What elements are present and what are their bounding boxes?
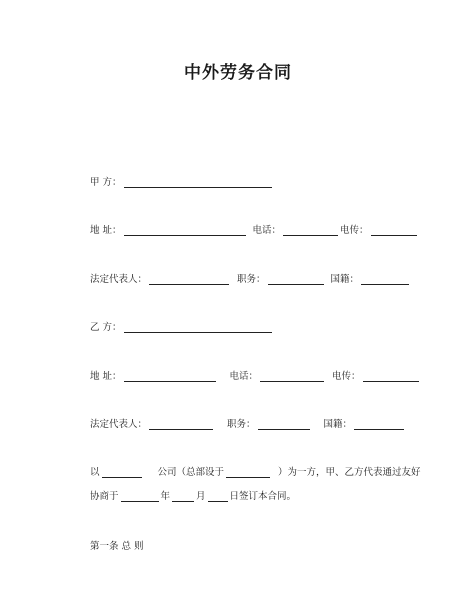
party-b-label: 乙 方： — [90, 322, 122, 333]
nationality-label: 国籍： — [323, 419, 353, 430]
party-a-rep-line — [90, 267, 411, 285]
position-label: 职务： — [227, 419, 256, 430]
rep-label: 法定代表人： — [90, 274, 148, 285]
day-blank — [208, 489, 228, 502]
month-blank — [172, 489, 194, 502]
article-heading: 第一条 总 则 — [90, 541, 144, 552]
party-a-line — [90, 170, 274, 188]
fax-label: 电传： — [340, 225, 369, 236]
intro-text: 公司（总部设于 — [157, 467, 225, 478]
nationality-label: 国籍： — [330, 274, 360, 285]
intro-text: 以 — [90, 467, 100, 478]
phone-label: 电话： — [252, 225, 282, 236]
fax-blank — [371, 223, 417, 236]
intro-text: 协商于 — [90, 491, 119, 502]
nationality-blank — [361, 272, 409, 285]
intro-line-1 — [90, 460, 421, 478]
rep-label: 法定代表人： — [90, 419, 148, 430]
intro-text: 月 — [196, 491, 206, 502]
phone-label: 电话： — [229, 371, 259, 382]
party-a-label: 甲 方： — [90, 177, 122, 188]
phone-blank — [283, 223, 338, 236]
position-blank — [268, 272, 324, 285]
position-blank — [258, 417, 310, 430]
address-label: 地 址： — [90, 371, 122, 382]
rep-blank — [149, 417, 213, 430]
rep-blank — [149, 272, 229, 285]
address-blank — [124, 369, 216, 382]
article-1-heading — [90, 534, 144, 552]
party-b-rep-line — [90, 412, 406, 430]
intro-text: ）为一方，甲、乙方代表通过友好 — [278, 467, 421, 478]
intro-text: 日签订本合同。 — [229, 491, 297, 502]
document-title: 中外劳务合同 — [184, 63, 292, 83]
party-b-line — [90, 315, 274, 333]
intro-text: 年 — [160, 491, 171, 502]
year-blank — [121, 489, 159, 502]
party-a-address-line — [90, 218, 419, 236]
address-blank — [124, 223, 246, 236]
position-label: 职务： — [237, 274, 266, 285]
intro-line-2 — [90, 484, 296, 502]
fax-label: 电传： — [332, 371, 361, 382]
party-a-blank — [124, 175, 272, 188]
party-b-address-line — [90, 364, 421, 382]
fax-blank — [363, 369, 419, 382]
address-label: 地 址： — [90, 225, 122, 236]
party-b-blank — [124, 320, 272, 333]
hq-blank — [226, 465, 270, 478]
phone-blank — [260, 369, 324, 382]
nationality-blank — [354, 417, 404, 430]
company-blank — [102, 465, 142, 478]
